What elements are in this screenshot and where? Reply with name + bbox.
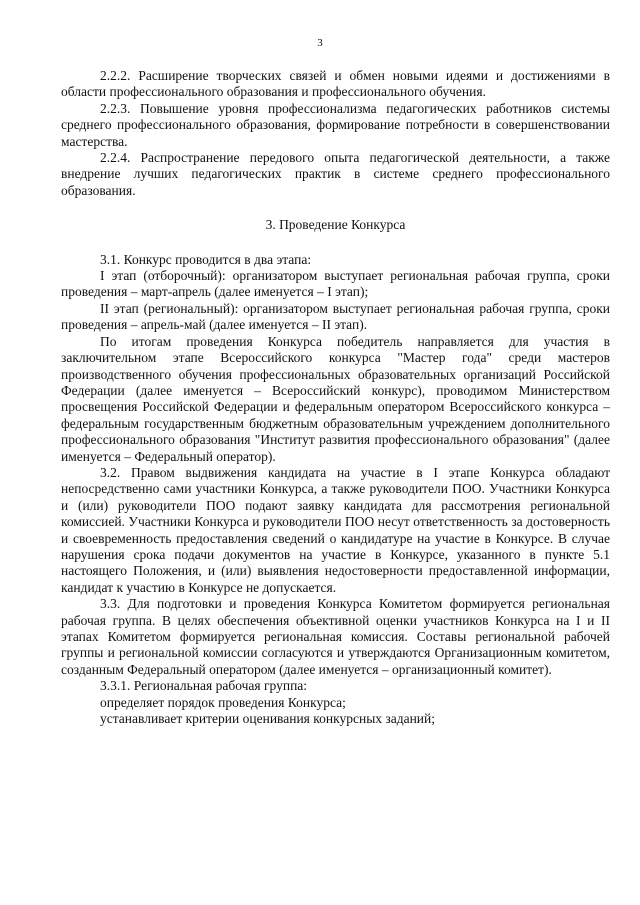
paragraph-2-2-3: 2.2.3. Повышение уровня профессионализма педагогических работников системы среднего профессионального образования, формирование потребности в совершенствовании мастерства.	[61, 100, 610, 149]
document-body	[61, 68, 610, 727]
list-item-order: определяет порядок проведения Конкурса;	[100, 694, 346, 710]
paragraph-3-2: 3.2. Правом выдвижения кандидата на участие в I этапе Конкурса обладают непосредственно сами участники Конкурса, а также руководители ПОО. Участники Конкурса и (или) руководители ПОО подают заявку кандидата для рассмотрения региональной комиссией. Участники Конкурса и руководители ПОО несут ответственность за достоверность и своевременность предоставления сведений о кандидатуре на участие в Конкурсе. В случае нарушения срока подачи документов на участие в Конкурсе, указанного в пункте 5.1 настоящего Положения, и (или) выявления недостоверности предоставленной информации, кандидат к участию в Конкурсе не допускается.	[61, 464, 610, 595]
paragraph-3-3-1: 3.3.1. Региональная рабочая группа:	[100, 678, 308, 694]
paragraph-stage-1: I этап (отборочный): организатором выступает региональная рабочая группа, сроки проведения – март-апрель (далее именуется – I этап);	[61, 268, 610, 300]
paragraph-3-3: 3.3. Для подготовки и проведения Конкурса Комитетом формируется региональная рабочая группа. В целях обеспечения объективной оценки участников Конкурса на I и II этапах Комитетом формируется региональная комиссия. Составы региональной рабочей группы и региональной комиссии согласуются и утверждаются Организационным комитетом, созданным Федеральный оператором (далее именуется – организационный комитет).	[61, 596, 610, 677]
list-item-criteria: устанавливает критерии оценивания конкурсных заданий;	[100, 711, 436, 727]
paragraph-2-2-2: 2.2.2. Расширение творческих связей и обмен новыми идеями и достижениями в области профессионального образования и профессионального обучения.	[61, 68, 610, 100]
section-heading: 3. Проведение Конкурса	[265, 217, 406, 233]
page-number: 3	[317, 37, 323, 49]
paragraph-results: По итогам проведения Конкурса победитель направляется для участия в заключительном этапе Всероссийского конкурса "Мастер года" среди мастеров производственного обучения профессиональных образовательных организаций Российской Федерации (далее именуется – Всероссийский конкурс), проводимом Министерством просвещения Российской Федерации и федеральным оператором Всероссийского конкурса – федеральным государственным бюджетным образовательным учреждением дополнительного профессионального образования "Институт развития профессионального образования" (далее именуется – Федеральный оператор).	[61, 333, 610, 464]
paragraph-stage-2: II этап (региональный): организатором выступает региональная рабочая группа, сроки проведения – апрель-май (далее именуется – II этап).	[61, 300, 610, 333]
paragraph-2-2-4: 2.2.4. Распространение передового опыта педагогической деятельности, а также внедрение лучших педагогических практик в системе среднего профессионального образования.	[61, 150, 610, 198]
paragraph-3-1: 3.1. Конкурс проводится в два этапа:	[100, 251, 312, 267]
